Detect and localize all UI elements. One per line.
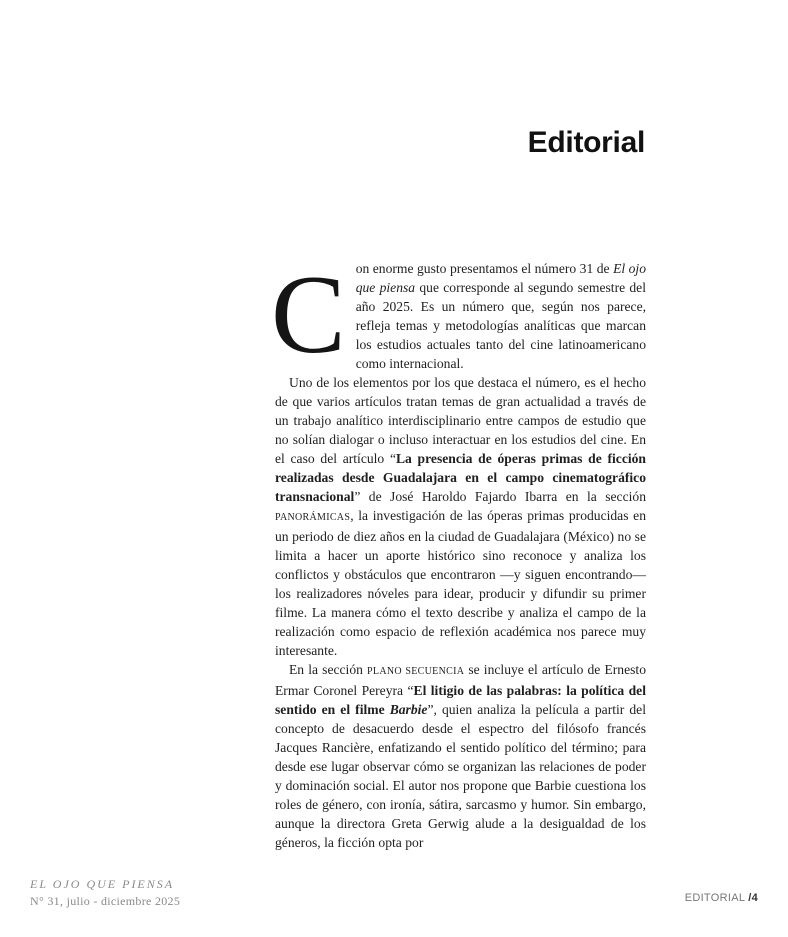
text-run: se incluye el artículo de Ernesto Ermar Coronel Pereyra “: [275, 662, 646, 698]
text-run: que corresponde al segundo semestre del año 2025. Es un número que, según nos parece, refleja temas y metodologías analíticas que marcan los estudios actuales tanto del cine latinoamericano como internacional.: [355, 280, 646, 371]
text-run: on enorme gusto presentamos el número 31 de: [355, 261, 614, 276]
page-number: /4: [748, 892, 758, 904]
text-run: El litigio de las palabras: la política del sentido en el filme: [275, 683, 646, 717]
footer-journal-name: EL OJO QUE PIENSA: [30, 877, 175, 891]
article-title-1: La presencia de óperas primas de ficción realizadas desde Guadalajara en el campo cinematográfico transnacional: [275, 451, 646, 504]
film-title-italic: Barbie: [389, 702, 428, 717]
section-name-plano-secuencia: PLANO SECUENCIA: [367, 666, 465, 677]
footer-section: EDITORIAL: [684, 892, 745, 904]
footer-issue: N° 31, julio - diciembre 2025: [30, 894, 181, 908]
text-run: , la investigación de las óperas primas producidas en un periodo de diez años en la ciudad de Guadalajara (México) no se limita a hacer un aporte histórico sino reconoce y analiza los conflictos y obstáculos que encontraron —y siguen encontrando— los realizadores nóveles para idear, producir y difundir su primer filme. La manera cómo el texto describe y analiza el campo de la realización como espacio de reflexión académica nos parece muy interesante.: [275, 508, 646, 658]
text-run: ” de José Haroldo Fajardo Ibarra en la sección: [354, 489, 646, 504]
section-name-panoramicas: PANORÁMICAS: [275, 512, 351, 523]
page-title: Editorial: [527, 126, 645, 159]
text-run: ”, quien analiza la película a partir del concepto de desacuerdo desde el espectro del filósofo francés Jacques Rancière, enfatizando el sentido político del término; para desde ese lugar observar cómo se organizan las relaciones de poder y dominación social. El autor nos propone que Barbie cuestiona los roles de género, con ironía, sátira, sarcasmo y humor. Sin embargo, aunque la directora Greta Gerwig alude a la desigualdad de los géneros, la ficción opta por: [275, 702, 646, 850]
journal-title-italic: El ojo que piensa: [355, 261, 646, 295]
paragraph-1: [271, 253, 646, 377]
footer-page-label: [685, 892, 758, 904]
footer-journal-info: [30, 876, 180, 910]
editorial-article: [271, 253, 646, 852]
paragraph-2: [275, 373, 646, 660]
text-run: En la sección: [289, 662, 368, 677]
drop-cap: C: [271, 253, 346, 377]
text-run: Uno de los elementos por los que destaca el número, es el hecho de que varios artículos tratan temas de gran actualidad a través de un trabajo analítico interdisciplinario entre campos de estudio que no solían dialogar o incluso interactuar en los estudios del cine. En el caso del artículo “: [275, 375, 646, 466]
paragraph-3: [275, 660, 646, 852]
